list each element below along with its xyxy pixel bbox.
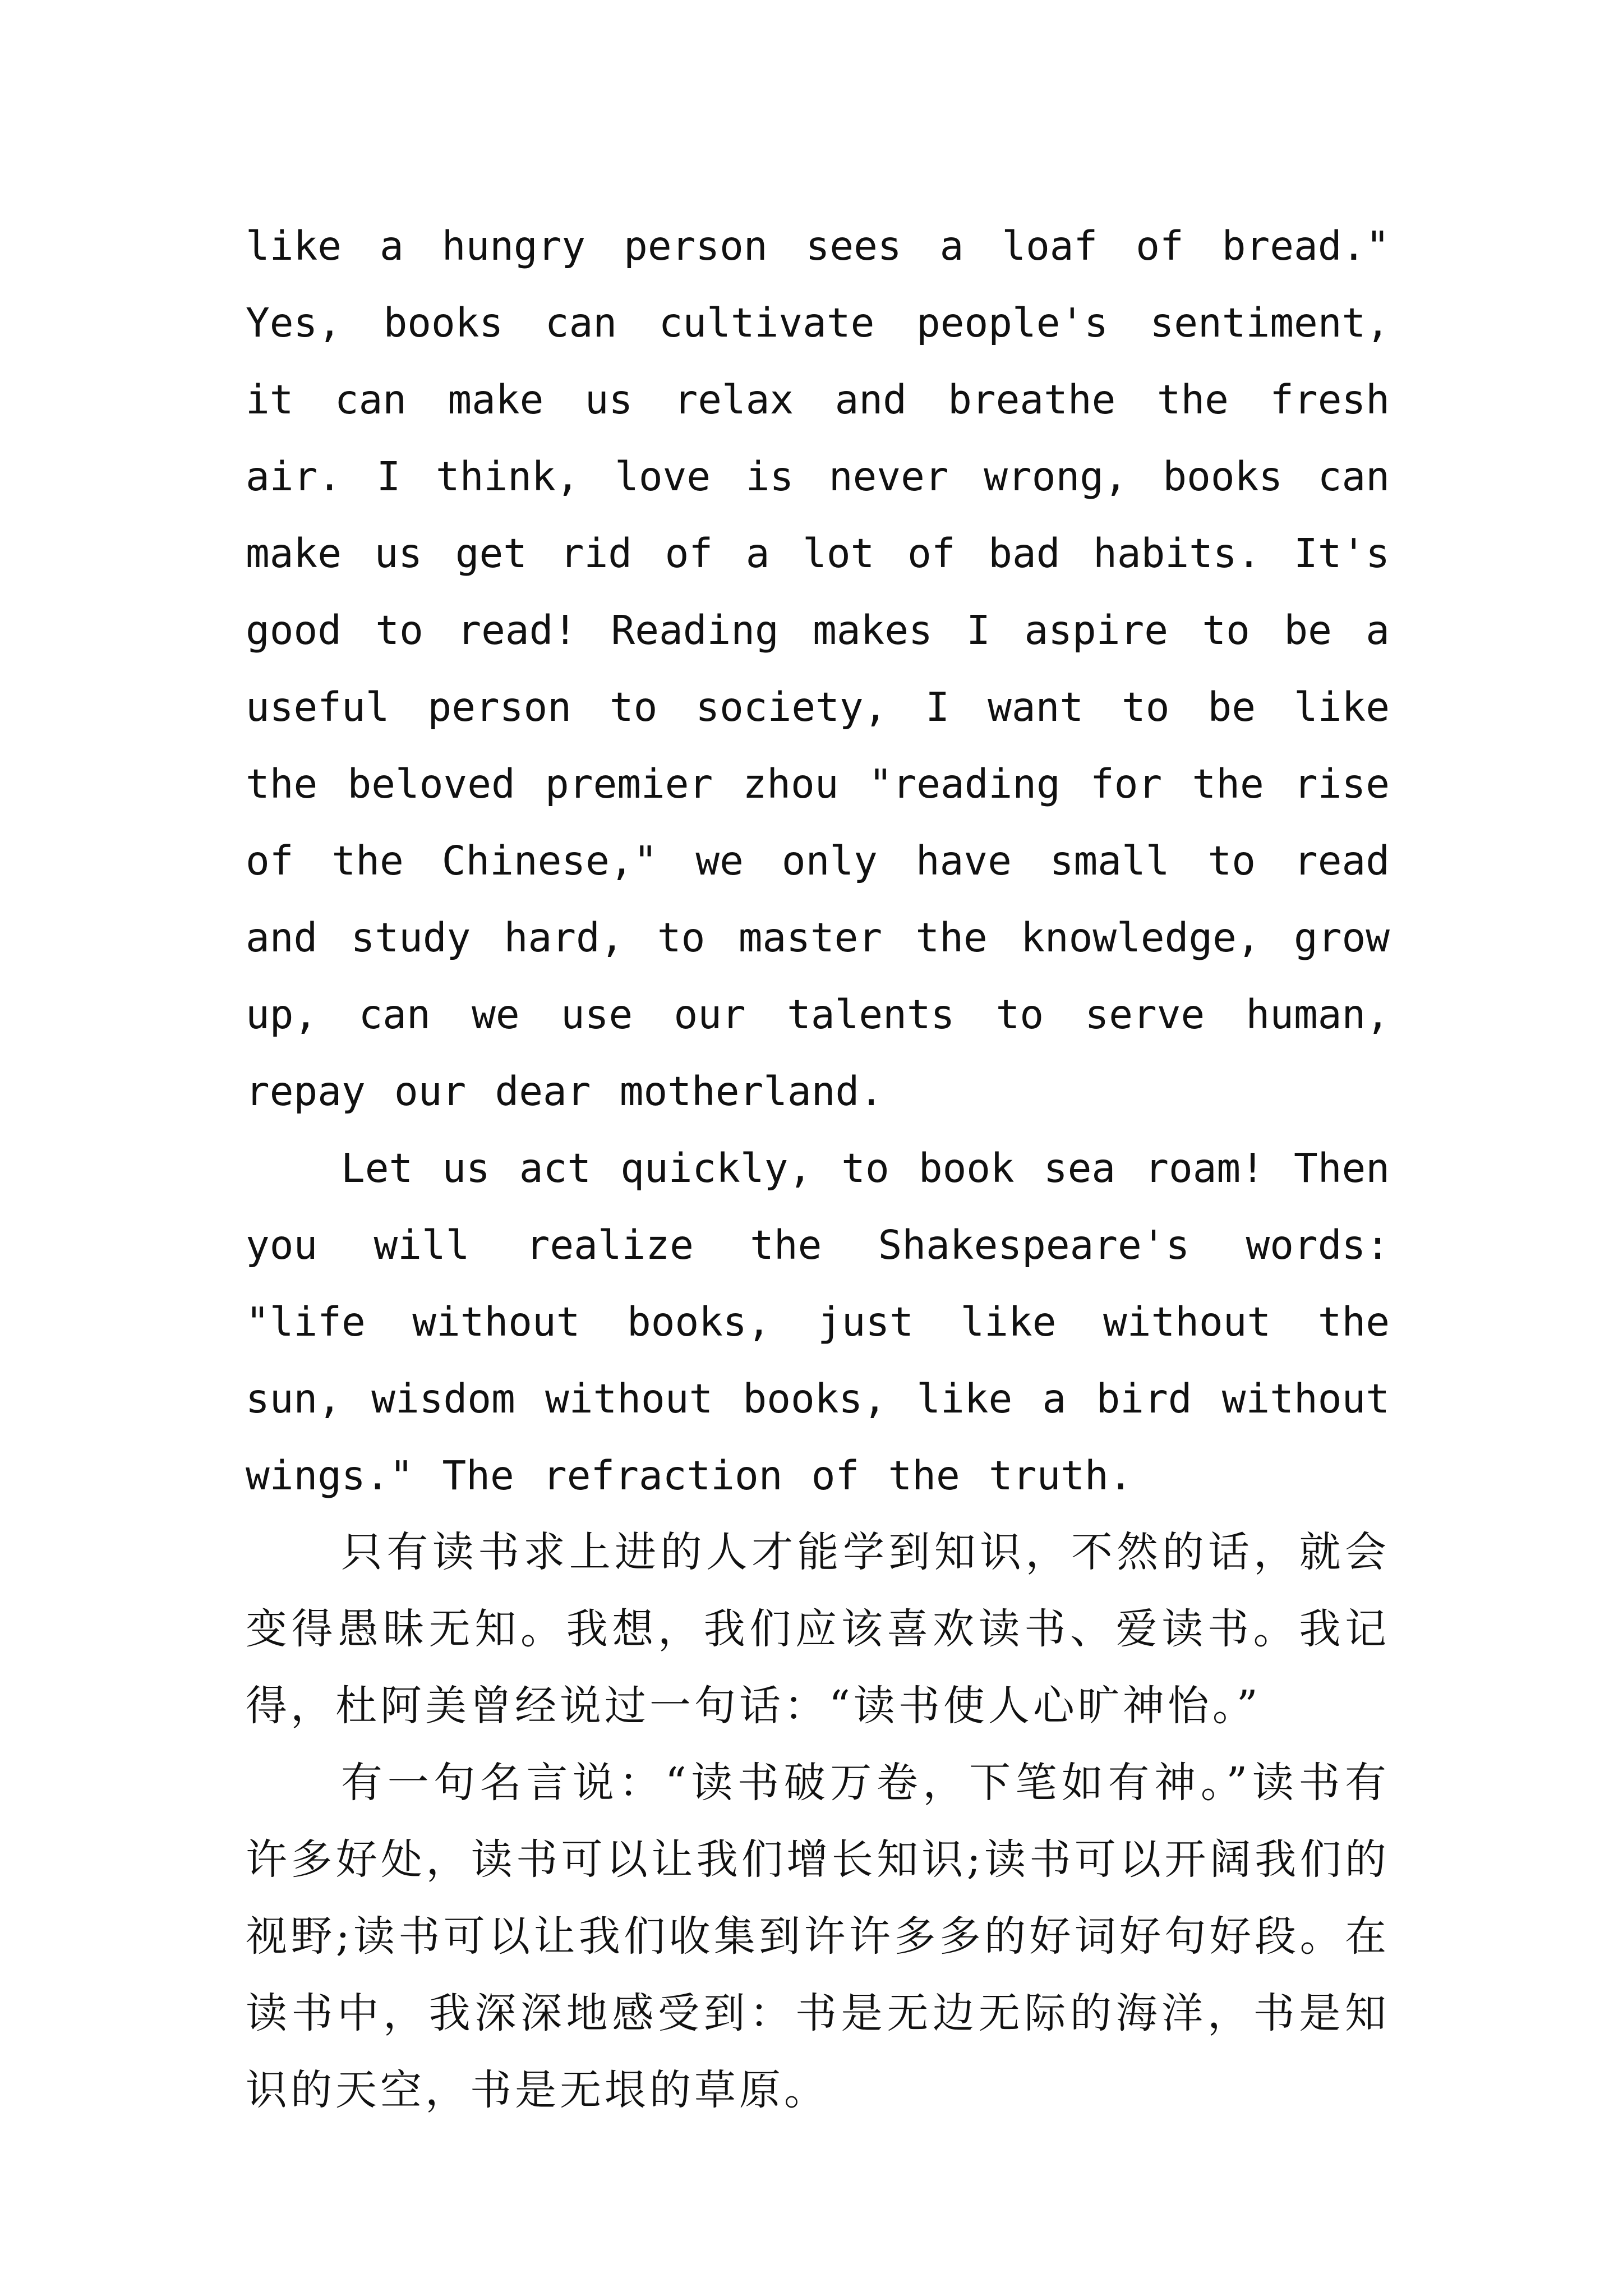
paragraph-shakespeare: Let us act quickly, to book sea roam! Then you will realize the Shakespeare's words: "life without books, just like without the sun, wisdom without books, like a bird without wings." The refraction of the truth. [246, 1145, 1390, 1499]
paragraph-continuation: like a hungry person sees a loaf of bread." Yes, books can cultivate people's sentiment, it can make us relax and breathe the fresh air. I think, love is never wrong, books can make us get rid of a lot of bad habits. It's good to read! Reading makes I aspire to be a useful person to society, I want to be like the beloved premier zhou "reading for the rise of the Chinese," we only have small to read and study hard, to master the knowledge, grow up, can we use our talents to serve human, repay our dear motherland. [246, 223, 1390, 1115]
paragraph-chinese-1: 只有读书求上进的人才能学到知识，不然的话，就会变得愚昧无知。我想，我们应该喜欢读书、爱读书。我记得，杜阿美曾经说过一句话：“读书使人心旷神怡。” [246, 1528, 1390, 1730]
paragraph-chinese-2: 有一句名言说：“读书破万卷，下笔如有神。”读书有许多好处，读书可以让我们增长知识;读书可以开阔我们的视野;读书可以让我们收集到许许多多的好词好句好段。在读书中，我深深地感受到：书是无边无际的海洋，书是知识的天空，书是无垠的草原。 [246, 1759, 1390, 2114]
document-body [246, 208, 1390, 2129]
